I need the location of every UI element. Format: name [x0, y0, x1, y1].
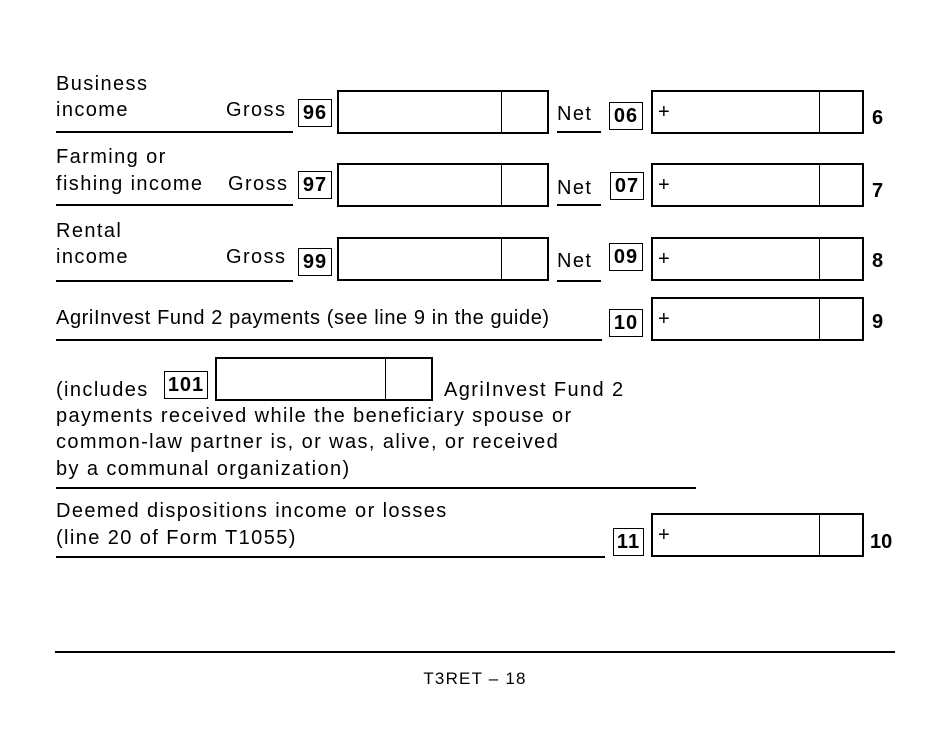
line-number-9: 9	[872, 311, 884, 333]
business-net-cents-divider	[819, 92, 820, 132]
deemed-label-line1: Deemed dispositions income or losses	[56, 500, 448, 522]
includes-line2: payments received while the beneficiary spouse or	[56, 405, 573, 427]
farming-gross-cents-divider	[501, 165, 502, 205]
includes-prefix: (includes	[56, 379, 149, 401]
agriinvest-field[interactable]	[651, 297, 864, 341]
deemed-cents-divider	[819, 515, 820, 555]
includes-cents-divider	[385, 359, 386, 399]
rental-net-label: Net	[557, 250, 593, 272]
rental-label-line1: Rental	[56, 220, 123, 242]
business-label-line2: income	[56, 99, 129, 121]
business-underline	[56, 131, 293, 133]
business-net-underline	[557, 131, 601, 133]
rental-net-underline	[557, 280, 601, 282]
deemed-label-line2: (line 20 of Form T1055)	[56, 527, 297, 549]
includes-field[interactable]	[215, 357, 433, 401]
deemed-field[interactable]	[651, 513, 864, 557]
farming-gross-field[interactable]	[337, 163, 549, 207]
rental-net-plus-sign: +	[658, 248, 670, 270]
rental-net-cents-divider	[819, 239, 820, 279]
rental-gross-code: 99	[298, 248, 332, 276]
farming-label-line2: fishing income	[56, 173, 204, 195]
business-net-plus-sign: +	[658, 101, 670, 123]
agriinvest-cents-divider	[819, 299, 820, 339]
line-number-6: 6	[872, 107, 884, 129]
agriinvest-underline	[56, 339, 602, 341]
agriinvest-label: AgriInvest Fund 2 payments (see line 9 in the guide)	[56, 307, 550, 329]
business-gross-code: 96	[298, 99, 332, 127]
footer-rule	[55, 651, 895, 653]
agriinvest-plus-sign: +	[658, 308, 670, 330]
farming-underline	[56, 204, 293, 206]
rental-gross-field[interactable]	[337, 237, 549, 281]
business-net-field[interactable]	[651, 90, 864, 134]
farming-net-label: Net	[557, 177, 593, 199]
deemed-code: 11	[613, 528, 644, 556]
deemed-underline	[56, 556, 605, 558]
includes-line4: by a communal organization)	[56, 458, 351, 480]
line-number-7: 7	[872, 180, 884, 202]
business-label-line1: Business	[56, 73, 149, 95]
business-gross-field[interactable]	[337, 90, 549, 134]
line-number-10: 10	[870, 531, 893, 553]
business-net-label: Net	[557, 103, 593, 125]
business-gross-label: Gross	[226, 99, 287, 121]
agriinvest-code: 10	[609, 309, 643, 337]
includes-code: 101	[164, 371, 208, 399]
business-gross-cents-divider	[501, 92, 502, 132]
business-net-code: 06	[609, 102, 643, 130]
rental-label-line2: income	[56, 246, 129, 268]
farming-net-plus-sign: +	[658, 174, 670, 196]
rental-gross-cents-divider	[501, 239, 502, 279]
farming-label-line1: Farming or	[56, 146, 167, 168]
farming-gross-code: 97	[298, 171, 332, 199]
rental-net-code: 09	[609, 243, 643, 271]
rental-gross-label: Gross	[226, 246, 287, 268]
farming-gross-label: Gross	[228, 173, 289, 195]
deemed-plus-sign: +	[658, 524, 670, 546]
farming-net-underline	[557, 204, 601, 206]
includes-underline	[56, 487, 696, 489]
farming-net-code: 07	[610, 172, 644, 200]
rental-underline	[56, 280, 293, 282]
rental-net-field[interactable]	[651, 237, 864, 281]
includes-suffix: AgriInvest Fund 2	[444, 379, 625, 401]
farming-net-field[interactable]	[651, 163, 864, 207]
includes-line3: common-law partner is, or was, alive, or received	[56, 431, 560, 453]
line-number-8: 8	[872, 250, 884, 272]
page-number: T3RET – 18	[423, 669, 527, 688]
farming-net-cents-divider	[819, 165, 820, 205]
